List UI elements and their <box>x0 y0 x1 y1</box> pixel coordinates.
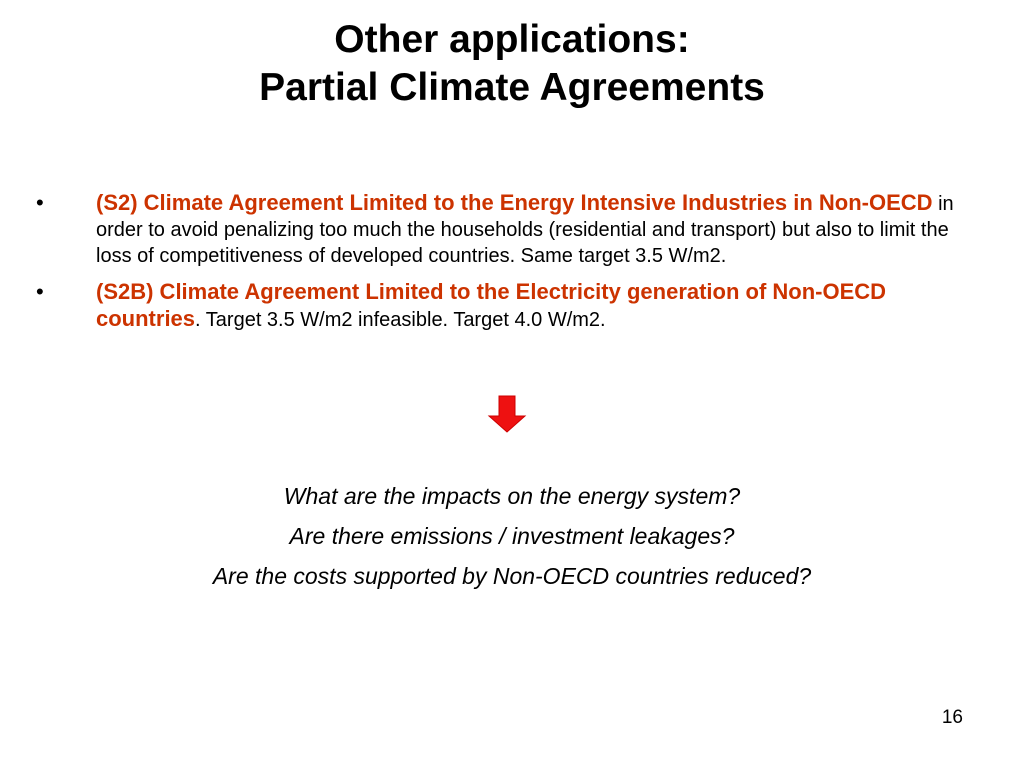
bullet-text <box>96 190 976 269</box>
bullet-body: in order to avoid penalizing too much the households (residential and transport) but also to limit the loss of competitiveness of developed countries. Same target 3.5 W/m2. <box>96 193 954 267</box>
bullet-marker: • <box>36 190 44 215</box>
bullet-item-s2 <box>36 190 976 269</box>
page-number: 16 <box>941 707 963 728</box>
slide-title-line-1: Other applications: <box>334 18 690 61</box>
bullet-emphasis: (S2B) Climate Agreement Limited to the Electricity generation of Non-OECD countries <box>96 279 887 331</box>
slide-title <box>0 16 1024 112</box>
slide-title-line-2: Partial Climate Agreements <box>259 66 765 109</box>
bullet-marker: • <box>36 279 44 304</box>
bullet-text <box>96 279 976 333</box>
question-energy-system: What are the impacts on the energy system? <box>283 483 741 509</box>
question-leakages: Are there emissions / investment leakages? <box>289 523 735 549</box>
down-arrow-icon <box>487 394 527 434</box>
bullet-item-s2b <box>36 279 976 333</box>
bullet-emphasis: (S2) Climate Agreement Limited to the Energy Intensive Industries in Non-OECD <box>96 190 933 215</box>
question-costs: Are the costs supported by Non-OECD countries reduced? <box>212 563 812 589</box>
bullet-list <box>36 190 976 343</box>
question-list <box>0 476 1024 596</box>
bullet-body: . Target 3.5 W/m2 infeasible. Target 4.0 W/m2. <box>195 309 606 331</box>
